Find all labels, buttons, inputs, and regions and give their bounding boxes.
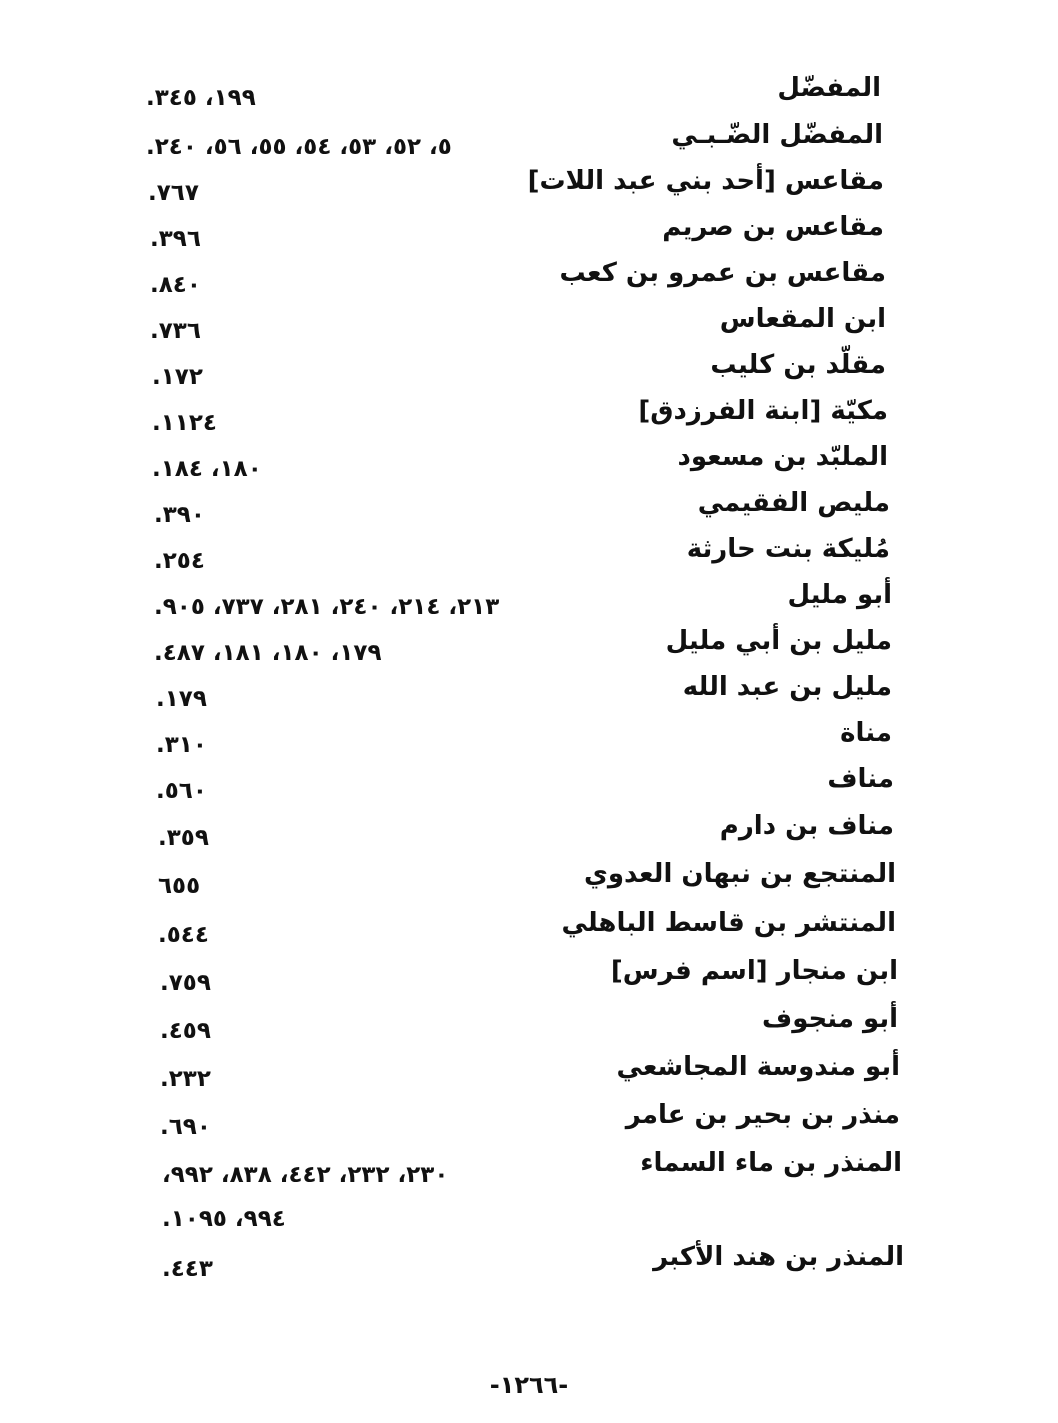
entry-pages: ٧٦٧. (148, 180, 199, 206)
entry-pages: ٢٣٠، ٢٣٢، ٤٤٢، ٨٣٨، ٩٩٢، (162, 1162, 449, 1188)
index-entry (0, 573, 1058, 619)
entry-pages: ٢٥٤. (154, 548, 205, 574)
entry-pages: ٢١٣، ٢١٤، ٢٤٠، ٢٨١، ٧٣٧، ٩٠٥. (154, 594, 500, 620)
entry-name: المنتشر بن قاسط الباهلي (561, 908, 896, 938)
entry-name: مقاعس بن صريم (662, 212, 884, 242)
entry-pages: ٧٣٦. (150, 318, 201, 344)
entry-pages: ٣٥٩. (158, 825, 209, 851)
entry-name: المفضّل (777, 73, 881, 103)
index-entry (0, 389, 1058, 435)
entry-pages: ١٧٩، ١٨٠، ١٨١، ٤٨٧. (154, 640, 382, 666)
entry-name: أبو مليل (787, 580, 892, 610)
index-entry (0, 1191, 1058, 1235)
entry-pages: ٩٩٤، ١٠٩٥. (162, 1206, 286, 1232)
entry-name: مُليكة بنت حارثة (686, 534, 890, 564)
entry-name: مناف (827, 764, 894, 794)
entry-name: مليص الفقيمي (697, 488, 890, 518)
index-entry (0, 343, 1058, 389)
index-entry (0, 949, 1058, 997)
index-entry (0, 113, 1058, 159)
entry-name: المفضّل الضّـبـي (671, 120, 883, 150)
index-entry (0, 435, 1058, 481)
entry-pages: ١٧٢. (152, 364, 203, 390)
entry-pages: ٤٥٩. (160, 1018, 211, 1044)
entry-name: الملبّد بن مسعود (677, 442, 888, 472)
entry-name: مقلّد بن كليب (710, 350, 886, 380)
entry-name: مقاعس [أحد بني عبد اللات] (527, 166, 884, 196)
entry-name: ابن منجار [اسم فرس] (610, 956, 898, 986)
index-entry (0, 527, 1058, 573)
entry-name: مقاعس بن عمرو بن كعب (559, 258, 886, 288)
index-entry (0, 804, 1058, 852)
entry-pages: ٨٤٠. (150, 272, 201, 298)
index-entry (0, 297, 1058, 343)
entry-name: ابن المقعاس (719, 304, 886, 334)
entry-name: المنذر بن ماء السماء (640, 1148, 902, 1178)
index-entry (0, 1045, 1058, 1093)
entry-pages: ٣١٠. (156, 732, 207, 758)
entry-name: مناة (840, 718, 892, 748)
entry-pages: ٤٤٣. (162, 1256, 213, 1282)
index-list (0, 66, 1058, 1283)
entry-pages: ٥٦٠. (156, 778, 207, 804)
index-entry (0, 757, 1058, 804)
entry-pages: ١٧٩. (156, 686, 207, 712)
entry-pages: ١٩٩، ٣٤٥. (146, 85, 256, 111)
entry-name: منذر بن بحير بن عامر (625, 1100, 900, 1130)
index-entry (0, 481, 1058, 527)
entry-pages: ٣٩٠. (154, 502, 205, 528)
index-entry (0, 1235, 1058, 1283)
entry-pages: ٧٥٩. (160, 970, 211, 996)
index-entry (0, 1141, 1058, 1191)
entry-name: مليل بن عبد الله (682, 672, 892, 702)
entry-pages: ١٨٠، ١٨٤. (152, 456, 262, 482)
index-entry (0, 66, 1058, 113)
entry-pages: ٦٥٥ (158, 873, 201, 899)
index-entry (0, 711, 1058, 757)
index-entry (0, 1093, 1058, 1141)
entry-name: أبو منجوف (762, 1004, 898, 1034)
index-entry (0, 159, 1058, 205)
entry-name: مكيّة [ابنة الفرزدق] (638, 396, 888, 426)
entry-pages: ٦٩٠. (160, 1114, 211, 1140)
entry-name: أبو مندوسة المجاشعي (616, 1052, 900, 1082)
entry-pages: ١١٢٤. (152, 410, 217, 436)
index-entry (0, 251, 1058, 297)
entry-name: مناف بن دارم (719, 811, 894, 841)
entry-pages: ٥٤٤. (158, 922, 209, 948)
index-entry (0, 205, 1058, 251)
index-entry (0, 901, 1058, 949)
page-number: -١٢٦٦- (489, 1371, 569, 1399)
index-entry (0, 852, 1058, 901)
index-entry (0, 997, 1058, 1045)
entry-name: المنتجع بن نبهان العدوي (584, 859, 896, 889)
index-entry (0, 619, 1058, 665)
entry-pages: ٢٣٢. (160, 1066, 211, 1092)
index-entry (0, 665, 1058, 711)
entry-name: المنذر بن هند الأكبر (653, 1242, 904, 1272)
entry-pages: ٥، ٥٢، ٥٣، ٥٤، ٥٥، ٥٦، ٢٤٠. (146, 134, 452, 160)
entry-name: مليل بن أبي مليل (665, 626, 892, 656)
entry-pages: ٣٩٦. (150, 226, 201, 252)
